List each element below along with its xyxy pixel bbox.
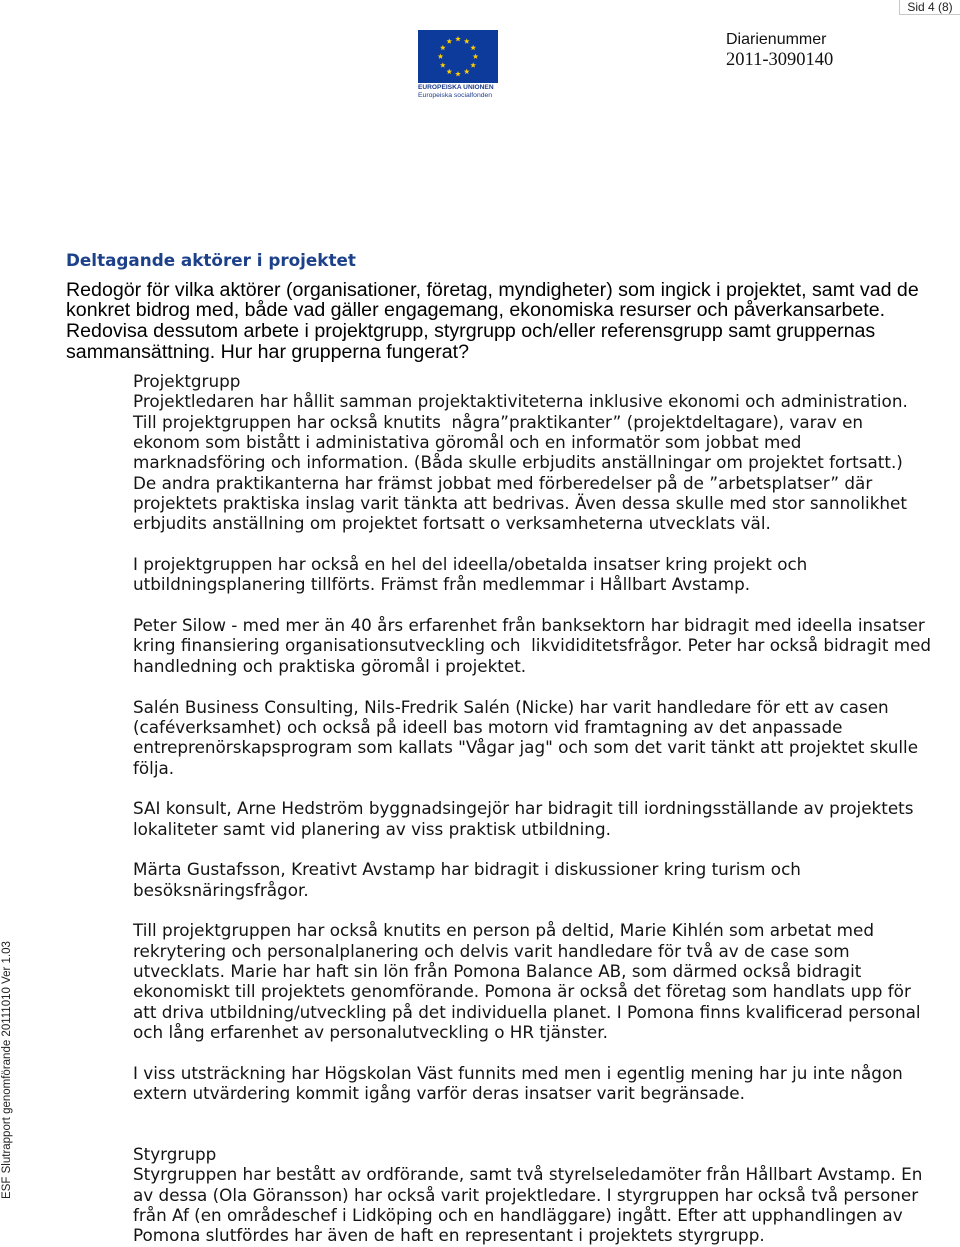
text-line: från Af (en områdeschef i Lidköping och en handläggare) ingått. Efter att upphandlingen av	[133, 1205, 903, 1226]
instructions-paragraph	[66, 280, 919, 363]
text-line: rekrytering och personalplanering och delvis varit handledare för två av de case som	[133, 940, 850, 961]
section-title: Deltagande aktörer i projektet	[66, 250, 356, 270]
text-line: av dessa (Ola Göransson) har också varit projektledare. I styrgruppen har också två personer	[133, 1184, 919, 1205]
text-line: Redovisa dessutom arbete i projektgrupp, styrgrupp och/eller referensgrupp samt gruppernas	[66, 319, 876, 342]
text-line: I projektgruppen har också en hel del ideella/obetalda insatser kring projekt och	[133, 554, 808, 575]
paragraph	[133, 798, 931, 839]
text-line: Pomona slutfördes har även de haft en representant i projektets styrgrupp.	[133, 1225, 765, 1246]
text-line: att driva utbildning/utveckling på det individuella planet. I Pomona finns kvalificerad personal	[133, 1001, 921, 1022]
text-line: utvecklats. Marie har haft sin lön från Pomona Balance AB, som därmed också bidragit	[133, 960, 862, 981]
text-line: De andra praktikanterna har främst jobbat med förberedelser på de ”arbetsplatser” där	[133, 472, 873, 493]
text-line: Projektledaren har hållit samman projektaktiviteterna inklusive ekonomi och administration.	[133, 391, 908, 412]
eu-logo	[418, 30, 498, 100]
text-line: extern utvärdering kommit igång varför deras insatser varit begränsade.	[133, 1083, 745, 1104]
group-heading: Projektgrupp	[133, 371, 241, 391]
text-line: I viss utsträckning har Högskolan Väst funnits med men i egentlig mening har ju inte någon	[133, 1062, 903, 1083]
text-line: Till projektgruppen har också knutits några”praktikanter” (projektdeltagare), varav en	[133, 411, 864, 432]
paragraph	[133, 1063, 931, 1104]
text-line: kring finansiering organisationsutveckling och likvididitetsfrågor. Peter har också bidragit med	[133, 635, 932, 656]
side-footer-text: ESF Slutrapport genomförande 20111010 Ver 1.03	[1, 941, 13, 1199]
text-line: konkret bidrog med, både vad gäller engagemang, ekonomiska resurser och påverkansarbete.	[66, 299, 886, 322]
group-section-1	[133, 1144, 931, 1246]
paragraph	[133, 920, 931, 1042]
paragraph	[133, 697, 931, 778]
text-line: ekonomiskt till projektets genomförande. Pomona är också det företag som handlats upp för	[133, 981, 911, 1002]
text-line: (caféverksamhet) och också på ideell bas motorn vid framtagning av det anpassade	[133, 716, 843, 737]
text-line: och lång erfarenhet av personalutveckling o HR tjänster.	[133, 1022, 608, 1042]
text-line: utbildningsplanering tillförts. Främst från medlemmar i Hållbart Avstamp.	[133, 574, 751, 595]
text-line: följa.	[133, 757, 175, 778]
group-section-0	[133, 371, 931, 1103]
paragraph	[133, 391, 931, 533]
text-line: Peter Silow - med mer än 40 års erfarenhet från banksektorn har bidragit med ideella insatser	[133, 615, 925, 636]
text-line: Märta Gustafsson, Kreativt Avstamp har bidragit i diskussioner kring turism och	[133, 859, 801, 880]
paragraph	[133, 859, 931, 900]
text-line: marknadsföring och information. (Båda skulle erbjudits anställningar om projektet fortsatt.)	[133, 452, 903, 473]
text-line: SAI konsult, Arne Hedström byggnadsingejör har bidragit till iordningsställande av projektets	[133, 798, 914, 819]
eu-logo-line2: Europeiska socialfonden	[418, 92, 493, 99]
text-line: sammansättning. Hur har grupperna fungerat?	[66, 340, 469, 363]
diarienummer-label: Diarienummer	[726, 31, 827, 48]
text-line: Styrgruppen har bestått av ordförande, samt två styrelseledamöter från Hållbart Avstamp. En	[133, 1164, 923, 1185]
paragraph	[133, 615, 931, 676]
text-line: entreprenörskapsprogram som kallats "Vågar jag" och som det varit tänkt att projektet skulle	[133, 737, 919, 758]
paragraph	[133, 1164, 931, 1245]
paragraph	[133, 554, 931, 595]
text-line: Redogör för vilka aktörer (organisationer, företag, myndigheter) som ingick i projektet, samt vad de	[66, 278, 919, 301]
eu-logo-line1: EUROPEISKA UNIONEN	[418, 84, 494, 91]
text-line: erbjudits anställning om projektet fortsatt o verksamheterna utvecklats väl.	[133, 513, 771, 534]
text-line: besöksnäringsfrågor.	[133, 879, 309, 900]
diarienummer-value: 2011-3090140	[726, 50, 834, 70]
text-line: Salén Business Consulting, Nils-Fredrik Salén (Nicke) har varit handledare för ett av casen	[133, 696, 889, 717]
text-line: lokaliteter samt vid planering av viss praktisk utbildning.	[133, 818, 611, 839]
eu-flag-icon	[418, 30, 498, 83]
group-heading: Styrgrupp	[133, 1144, 217, 1165]
text-line: handledning och praktiska göromål i projektet.	[133, 655, 527, 676]
text-line: Till projektgruppen har också knutits en person på deltid, Marie Kihlén som arbetat med	[133, 920, 875, 941]
page-indicator: Sid 4 (8)	[899, 0, 960, 15]
text-line: projektets praktiska inslag varit tänkta att bedrivas. Även dessa skulle med stor sannolikhet	[133, 493, 907, 514]
participant-groups	[133, 371, 931, 1246]
text-line: ekonom som bistått i administativa göromål och en informatör som jobbat med	[133, 432, 802, 453]
